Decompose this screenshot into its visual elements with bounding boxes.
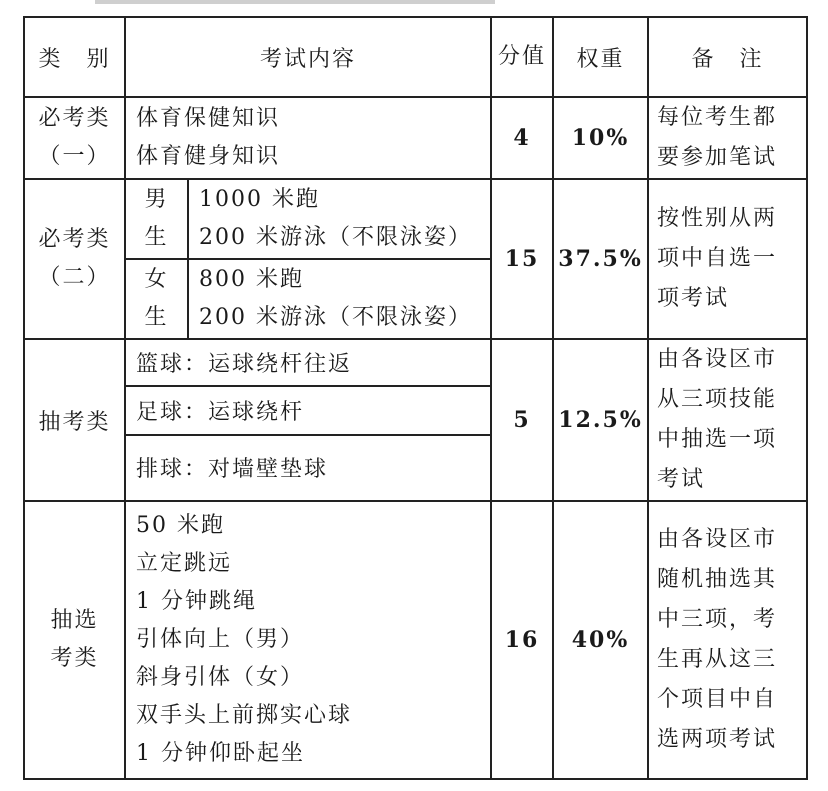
category-line: （二） xyxy=(38,265,111,290)
sex-label-line: 女 xyxy=(144,267,169,292)
sex-label-line: 男 xyxy=(144,187,169,212)
content-line: 立定跳远 xyxy=(136,551,233,576)
table-row xyxy=(24,339,807,386)
remark-line: 选两项考试 xyxy=(657,727,778,752)
remark-line: 个项目中自 xyxy=(657,687,778,712)
remark-cell xyxy=(648,179,807,339)
remark-line: 从三项技能 xyxy=(657,387,778,412)
remark-line: 考试 xyxy=(657,467,706,492)
remark-line: 随机抽选其 xyxy=(657,567,778,592)
table-row xyxy=(24,97,807,179)
item-cell: 足球：运球绕杆 xyxy=(125,386,491,434)
content-line: 1 分钟仰卧起坐 xyxy=(136,741,305,766)
remark-line: 中三项，考 xyxy=(657,607,778,632)
header-content: 考试内容 xyxy=(125,17,491,97)
header-row xyxy=(24,17,807,97)
score-cell: 5 xyxy=(491,339,553,501)
remark-line: 项中自选一 xyxy=(657,246,778,271)
weight-cell: 12.5% xyxy=(553,339,648,501)
category-line: 必考类 xyxy=(38,227,111,252)
category-cell xyxy=(24,501,125,779)
remark-line: 按性别从两 xyxy=(657,206,778,231)
content-line: 1 分钟跳绳 xyxy=(136,589,257,614)
table-row xyxy=(24,501,807,779)
category-line: 抽选 xyxy=(50,608,99,633)
remark-line: 要参加笔试 xyxy=(657,145,778,170)
weight-cell: 37.5% xyxy=(553,179,648,339)
item-cell: 篮球：运球绕杆往返 xyxy=(125,339,491,386)
header-score: 分值 xyxy=(491,17,553,97)
remark-line: 由各设区市 xyxy=(657,527,778,552)
header-remark: 备 注 xyxy=(648,17,807,97)
item-cell: 排球：对墙壁垫球 xyxy=(125,435,491,501)
score-cell: 15 xyxy=(491,179,553,339)
remark-line: 项考试 xyxy=(657,286,730,311)
category-cell xyxy=(24,97,125,179)
remark-cell xyxy=(648,97,807,179)
male-label-cell xyxy=(125,179,188,259)
sex-label-line: 生 xyxy=(144,225,169,250)
weight-cell: 10% xyxy=(553,97,648,179)
remark-cell xyxy=(648,501,807,779)
content-cell xyxy=(125,501,491,779)
remark-cell xyxy=(648,339,807,501)
category-cell: 抽考类 xyxy=(24,339,125,501)
category-line: （一） xyxy=(38,144,111,169)
weight-cell: 40% xyxy=(553,501,648,779)
content-line: 1000 米跑 xyxy=(199,187,320,212)
exam-table xyxy=(23,16,808,780)
male-items-cell xyxy=(188,179,491,259)
content-line: 200 米游泳（不限泳姿） xyxy=(199,225,472,250)
category-line: 考类 xyxy=(50,646,99,671)
score-cell: 4 xyxy=(491,97,553,179)
remark-line: 生再从这三 xyxy=(657,647,778,672)
cropped-text-remnant xyxy=(95,0,495,4)
content-line: 斜身引体（女） xyxy=(136,665,305,690)
remark-line: 中抽选一项 xyxy=(657,427,778,452)
category-cell xyxy=(24,179,125,339)
content-line: 引体向上（男） xyxy=(136,627,305,652)
content-line: 体育保健知识 xyxy=(136,106,281,131)
header-weight: 权重 xyxy=(553,17,648,97)
content-line: 双手头上前掷实心球 xyxy=(136,703,353,728)
content-line: 800 米跑 xyxy=(199,267,304,292)
content-cell xyxy=(125,97,491,179)
category-line: 必考类 xyxy=(38,106,111,131)
table-row xyxy=(24,179,807,259)
female-label-cell xyxy=(125,259,188,339)
score-cell: 16 xyxy=(491,501,553,779)
remark-line: 由各设区市 xyxy=(657,347,778,372)
female-items-cell xyxy=(188,259,491,339)
header-category: 类 别 xyxy=(24,17,125,97)
sex-label-line: 生 xyxy=(144,305,169,330)
remark-line: 每位考生都 xyxy=(657,105,778,130)
content-line: 50 米跑 xyxy=(136,513,225,538)
content-line: 体育健身知识 xyxy=(136,144,281,169)
content-line: 200 米游泳（不限泳姿） xyxy=(199,305,472,330)
